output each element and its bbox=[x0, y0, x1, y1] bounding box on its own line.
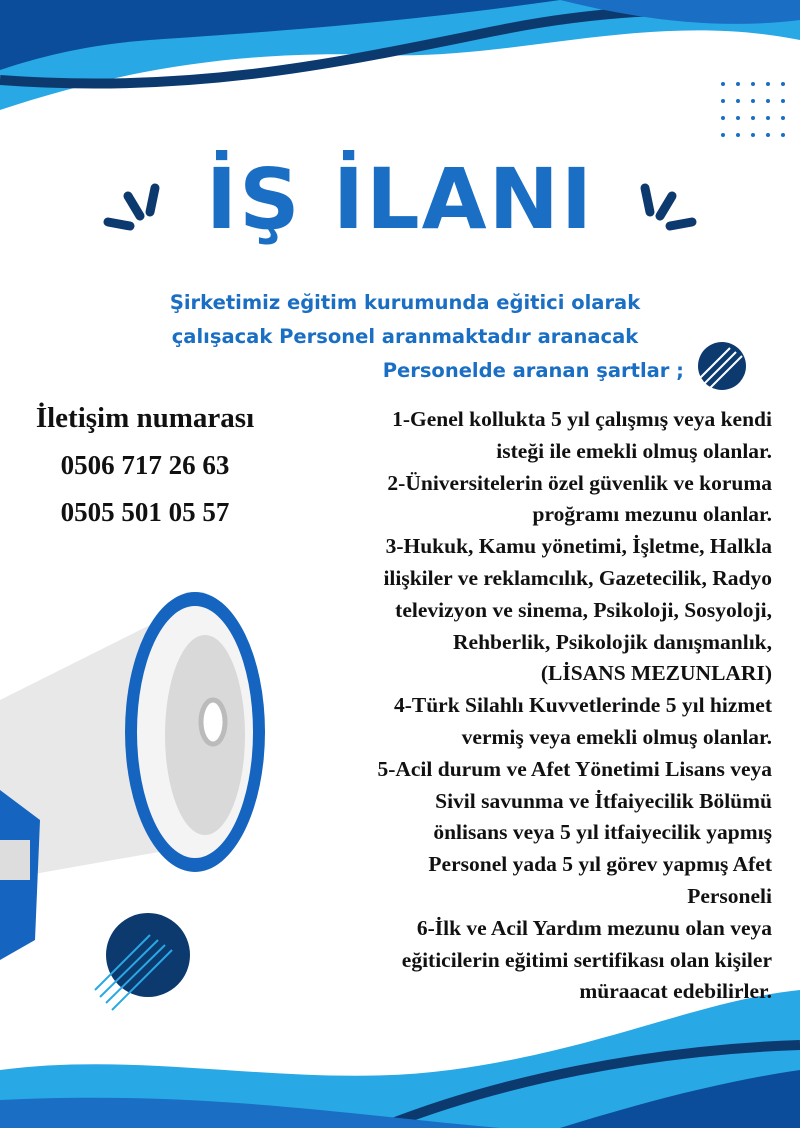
requirement-line: 6-İlk ve Acil Yardım mezunu olan veya bbox=[416, 915, 772, 940]
requirement-line: önlisans veya 5 yıl itfaiyecilik yapmış bbox=[433, 820, 772, 845]
requirement-line: 4-Türk Silahlı Kuvvetlerinde 5 yıl hizmet bbox=[393, 693, 772, 718]
requirement-line: Sivil savunma ve İtfaiyecilik Bölümü bbox=[435, 788, 772, 813]
phone-number: 0506 717 26 63 bbox=[60, 450, 230, 480]
requirement-line: proğramı mezunu olanlar. bbox=[532, 502, 772, 527]
requirement-line: ilişkiler ve reklamcılık, Gazetecilik, Radyo bbox=[383, 565, 772, 590]
subtitle bbox=[120, 286, 690, 388]
subtitle-line: Personelde aranan şartlar ; bbox=[382, 359, 684, 382]
requirement-line: Personeli bbox=[687, 883, 772, 908]
megaphone-icon bbox=[0, 592, 265, 960]
contact-block bbox=[0, 395, 290, 536]
requirement-line: 2-Üniversitelerin özel güvenlik ve koruma bbox=[387, 470, 772, 495]
requirement-line: televizyon ve sinema, Psikoloji, Sosyoloji, bbox=[395, 597, 772, 622]
requirement-line: vermiş veya emekli olmuş olanlar. bbox=[461, 724, 772, 749]
contact-label: İletişim numarası bbox=[35, 402, 255, 434]
requirement-line: isteği ile emekli olmuş olanlar. bbox=[496, 438, 772, 463]
dot-grid bbox=[721, 82, 785, 137]
requirements-list bbox=[272, 404, 772, 1008]
requirement-line: Rehberlik, Psikolojik danışmanlık, bbox=[453, 629, 772, 654]
subtitle-line: çalışacak Personel aranmaktadır aranacak bbox=[171, 325, 639, 348]
phone-number: 0505 501 05 57 bbox=[60, 497, 230, 527]
requirement-line: müraacat edebilirler. bbox=[579, 979, 772, 1004]
requirement-line: 1-Genel kollukta 5 yıl çalışmış veya kendi bbox=[392, 407, 772, 431]
requirement-line: Personel yada 5 yıl görev yapmış Afet bbox=[428, 852, 772, 877]
requirement-line: 5-Acil durum ve Afet Yönetimi Lisans veya bbox=[377, 756, 772, 781]
subtitle-line: Şirketimiz eğitim kurumunda eğitici olarak bbox=[169, 291, 641, 314]
striped-circle-bottom bbox=[106, 913, 190, 997]
requirement-line: 3-Hukuk, Kamu yönetimi, İşletme, Halkla bbox=[385, 534, 772, 559]
requirement-line: eğiticilerin eğitimi sertifikası olan kişiler bbox=[401, 947, 772, 972]
requirement-line: (LİSANS MEZUNLARI) bbox=[540, 661, 772, 686]
page-title: İŞ İLANI bbox=[205, 150, 595, 248]
